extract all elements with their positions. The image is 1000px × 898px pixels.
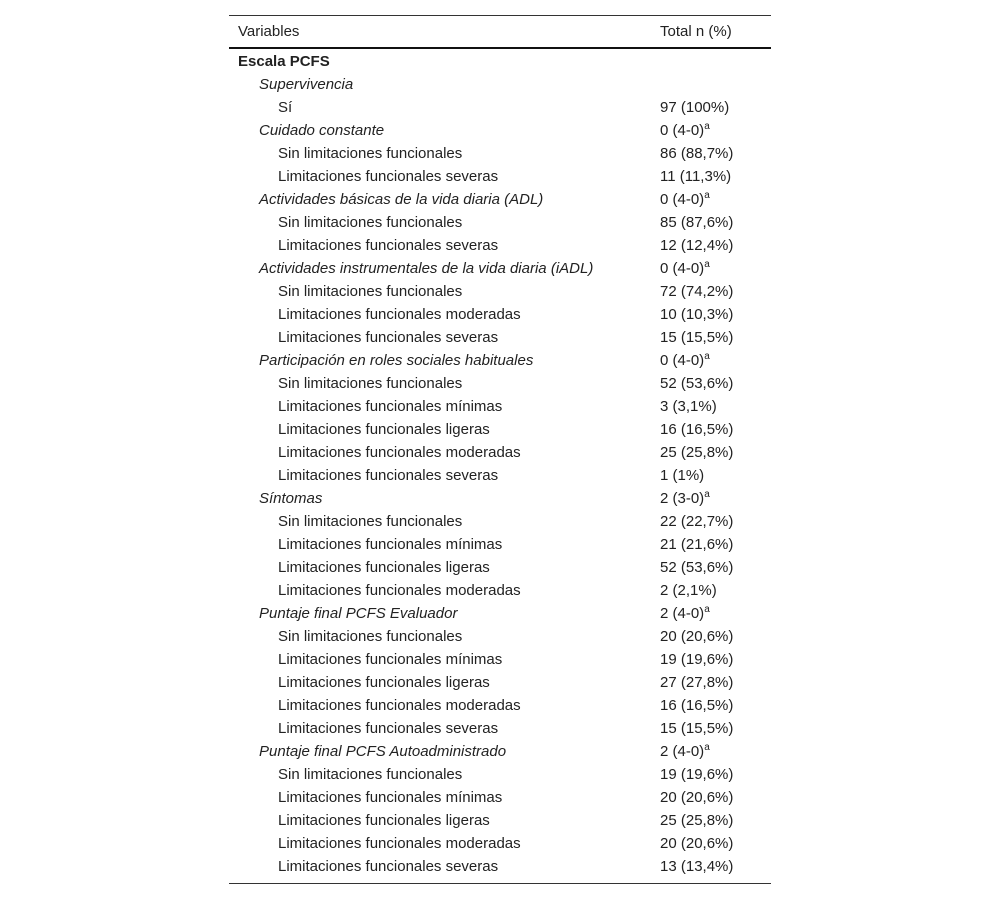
row-label: Limitaciones funcionales ligeras [278, 559, 490, 576]
row-value [660, 786, 733, 809]
row-value [660, 349, 710, 372]
header-total: Total n (%) [660, 23, 732, 40]
row-label: Limitaciones funcionales moderadas [278, 444, 521, 461]
row-value [660, 533, 733, 556]
table-row [229, 211, 771, 234]
row-value [660, 763, 733, 786]
row-label: Limitaciones funcionales moderadas [278, 697, 521, 714]
table-row [229, 395, 771, 418]
row-label: Síntomas [259, 490, 323, 507]
row-value-text: 20 (20,6%) [660, 789, 734, 806]
table-row [229, 441, 771, 464]
row-label: Limitaciones funcionales severas [278, 329, 499, 346]
row-label: Escala PCFS [238, 53, 330, 70]
row-value-text: 0 (4-0) [660, 260, 705, 277]
table-row [229, 832, 771, 855]
row-value-text: 11 (11,3%) [660, 168, 732, 185]
row-label: Limitaciones funcionales ligeras [278, 421, 490, 438]
row-value-text: 2 (4-0) [660, 743, 705, 760]
row-value-text: 16 (16,5%) [660, 421, 734, 438]
row-label: Limitaciones funcionales mínimas [278, 651, 503, 668]
row-label: Limitaciones funcionales severas [278, 237, 499, 254]
table-row [229, 533, 771, 556]
row-value-text: 25 (25,8%) [660, 812, 734, 829]
row-value [660, 694, 733, 717]
row-value [660, 510, 733, 533]
row-label: Sin limitaciones funcionales [278, 145, 463, 162]
table-row [229, 648, 771, 671]
table-row [229, 418, 771, 441]
table-row [229, 763, 771, 786]
table-row [229, 487, 771, 510]
footnote-marker: a [704, 604, 710, 615]
row-value-text: 20 (20,6%) [660, 628, 734, 645]
table-row [229, 326, 771, 349]
table-row [229, 96, 771, 119]
footnote-marker: a [704, 121, 710, 132]
row-value-text: 1 (1%) [660, 467, 705, 484]
row-label: Limitaciones funcionales moderadas [278, 306, 521, 323]
row-value-text: 86 (88,7%) [660, 145, 734, 162]
row-value [660, 602, 710, 625]
row-value [660, 464, 704, 487]
footnote-marker: a [704, 351, 710, 362]
row-value [660, 96, 729, 119]
row-value [660, 579, 717, 602]
row-value-text: 3 (3,1%) [660, 398, 717, 415]
row-value-text: 22 (22,7%) [660, 513, 734, 530]
row-label: Cuidado constante [259, 122, 385, 139]
table-row [229, 671, 771, 694]
row-value [660, 809, 733, 832]
table-row [229, 372, 771, 395]
row-value-text: 2 (2,1%) [660, 582, 717, 599]
row-label: Limitaciones funcionales mínimas [278, 789, 503, 806]
row-value [660, 671, 733, 694]
row-value-text: 19 (19,6%) [660, 766, 734, 783]
row-label: Actividades básicas de la vida diaria (ADL) [259, 191, 544, 208]
row-value-text: 19 (19,6%) [660, 651, 734, 668]
row-label: Puntaje final PCFS Autoadministrado [259, 743, 507, 760]
row-value [660, 487, 710, 510]
row-label: Limitaciones funcionales moderadas [278, 835, 521, 852]
row-label: Sin limitaciones funcionales [278, 766, 463, 783]
row-value [660, 234, 733, 257]
row-label: Limitaciones funcionales severas [278, 858, 499, 875]
row-value [660, 832, 733, 855]
row-value [660, 625, 733, 648]
table-row [229, 625, 771, 648]
row-value-text: 85 (87,6%) [660, 214, 734, 231]
row-value [660, 119, 710, 142]
row-value [660, 188, 710, 211]
table-row [229, 280, 771, 303]
table-row [229, 717, 771, 740]
row-value [660, 257, 710, 280]
row-label: Limitaciones funcionales severas [278, 467, 499, 484]
row-value-text: 15 (15,5%) [660, 329, 734, 346]
table-body [229, 49, 771, 883]
row-label: Sí [278, 99, 293, 116]
row-value-text: 13 (13,4%) [660, 858, 734, 875]
table-row [229, 50, 771, 73]
row-label: Limitaciones funcionales mínimas [278, 536, 503, 553]
header-variables: Variables [238, 23, 300, 40]
row-value-text: 15 (15,5%) [660, 720, 734, 737]
row-value [660, 441, 733, 464]
table-row [229, 73, 771, 96]
row-value-text: 16 (16,5%) [660, 697, 734, 714]
row-value-text: 0 (4-0) [660, 352, 705, 369]
row-value-text: 97 (100%) [660, 99, 730, 116]
row-value [660, 418, 733, 441]
row-label: Sin limitaciones funcionales [278, 283, 463, 300]
row-value-text: 0 (4-0) [660, 191, 705, 208]
row-value [660, 211, 733, 234]
footnote-marker: a [704, 489, 710, 500]
row-value-text: 27 (27,8%) [660, 674, 734, 691]
row-label: Sin limitaciones funcionales [278, 628, 463, 645]
row-value-text: 20 (20,6%) [660, 835, 734, 852]
row-value-text: 2 (4-0) [660, 605, 705, 622]
row-label: Limitaciones funcionales moderadas [278, 582, 521, 599]
table-row [229, 694, 771, 717]
row-label: Sin limitaciones funcionales [278, 375, 463, 392]
row-value-text: 2 (3-0) [660, 490, 705, 507]
footnote-marker: a [704, 190, 710, 201]
row-value-text: 12 (12,4%) [660, 237, 734, 254]
row-label: Limitaciones funcionales ligeras [278, 812, 490, 829]
row-value [660, 142, 733, 165]
row-value [660, 740, 710, 763]
footnote-marker: a [704, 742, 710, 753]
table-row [229, 165, 771, 188]
table-row [229, 303, 771, 326]
row-label: Limitaciones funcionales mínimas [278, 398, 503, 415]
footnote-marker: a [704, 259, 710, 270]
table-row [229, 809, 771, 832]
row-label: Participación en roles sociales habituales [259, 352, 534, 369]
table-row [229, 556, 771, 579]
table-row [229, 119, 771, 142]
table-row [229, 188, 771, 211]
table-row [229, 740, 771, 763]
row-label: Puntaje final PCFS Evaluador [259, 605, 458, 622]
row-value-text: 10 (10,3%) [660, 306, 734, 323]
row-value-text: 25 (25,8%) [660, 444, 734, 461]
row-value [660, 326, 733, 349]
table-row [229, 855, 771, 878]
pcfs-table [229, 15, 771, 884]
table-row [229, 510, 771, 533]
row-label: Sin limitaciones funcionales [278, 214, 463, 231]
row-value-text: 0 (4-0) [660, 122, 705, 139]
row-label: Sin limitaciones funcionales [278, 513, 463, 530]
row-label: Limitaciones funcionales severas [278, 720, 499, 737]
table-row [229, 579, 771, 602]
table-row [229, 602, 771, 625]
row-value [660, 280, 733, 303]
row-value-text: 52 (53,6%) [660, 375, 734, 392]
row-label: Limitaciones funcionales severas [278, 168, 499, 185]
table-header [229, 16, 771, 49]
row-value [660, 303, 733, 326]
table-row [229, 142, 771, 165]
table-row [229, 464, 771, 487]
row-value [660, 648, 733, 671]
row-value [660, 556, 733, 579]
row-label: Actividades instrumentales de la vida diaria (iADL) [259, 260, 594, 277]
table-row [229, 349, 771, 372]
row-value [660, 372, 733, 395]
row-value [660, 165, 731, 188]
row-value-text: 21 (21,6%) [660, 536, 734, 553]
row-value-text: 72 (74,2%) [660, 283, 734, 300]
table-row [229, 257, 771, 280]
row-value [660, 395, 717, 418]
table-row [229, 786, 771, 809]
row-value-text: 52 (53,6%) [660, 559, 734, 576]
row-label: Limitaciones funcionales ligeras [278, 674, 490, 691]
row-value [660, 855, 733, 878]
row-value [660, 717, 733, 740]
table-row [229, 234, 771, 257]
row-label: Supervivencia [259, 76, 354, 93]
